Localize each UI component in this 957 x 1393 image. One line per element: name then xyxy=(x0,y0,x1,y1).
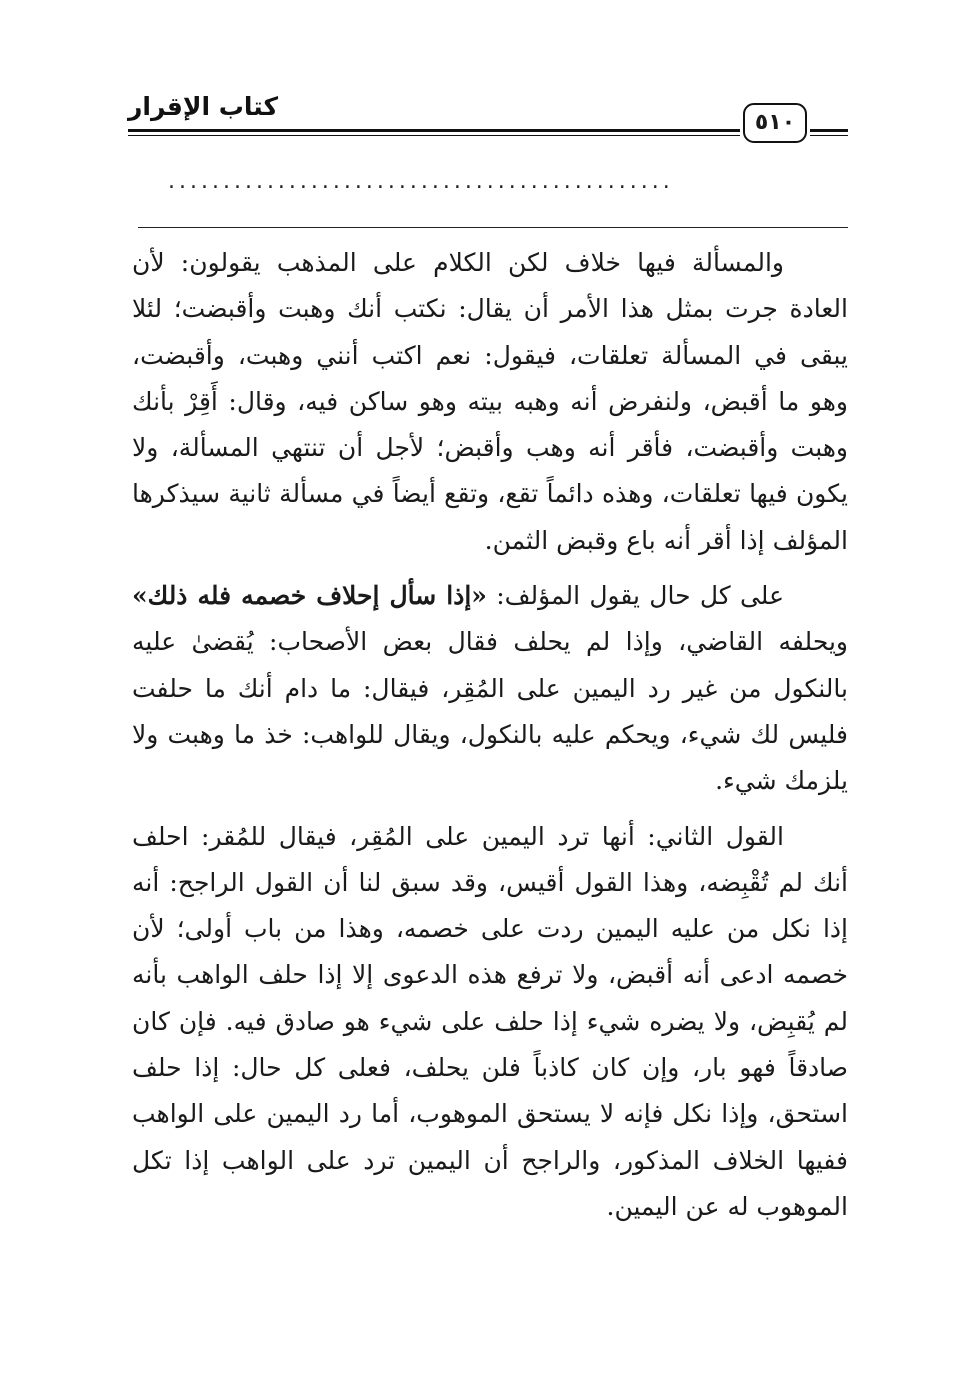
author-quote: «إذا سأل إحلاف خصمه فله ذلك» xyxy=(132,581,487,611)
section-divider xyxy=(138,227,848,228)
header-rule-right-thin xyxy=(810,135,848,136)
paragraph-2-intro: على كل حال يقول المؤلف: xyxy=(486,581,784,611)
paragraph-2-rest: ويحلفه القاضي، وإذا لم يحلف فقال بعض الأصحاب: يُقضىٰ عليه بالنكول من غير رد اليمين على المُقِر، فيقال: ما دام أنك ما حلفت فليس لك شيء، ويحكم عليه بالنكول، ويقال للواهب: خذ ما وهبت ولا يلزمك شيء. xyxy=(132,627,848,796)
body-text xyxy=(132,240,848,1230)
header-rule-thick xyxy=(128,129,740,132)
page-number-badge: ٥١٠ xyxy=(743,103,807,143)
paragraph-2 xyxy=(132,573,848,804)
paragraph-1: والمسألة فيها خلاف لكن الكلام على المذهب يقولون: لأن العادة جرت بمثل هذا الأمر أن يقال: نكتب أنك وهبت وأقبضت؛ لئلا يبقى في المسألة تعلقات، فيقول: نعم اكتب أنني وهبت، وأقبضت، وهو ما أقبض، ولنفرض أنه وهبه بيته وهو ساكن فيه، وقال: أَقِرْ بأنك وهبت وأقبضت، فأقر أنه وهب وأقبض؛ لأجل أن تنتهي المسألة، ولا يكون فيها تعلقات، وهذه دائماً تقع، وتقع أيضاً في مسألة ثانية سيذكرها المؤلف إذا أقر أنه باع وقبض الثمن. xyxy=(132,248,848,555)
paragraph-3: القول الثاني: أنها ترد اليمين على المُقِر، فيقال للمُقر: احلف أنك لم تُقْبِضه، وهذا القول أقيس، وقد سبق لنا أن القول الراجح: أنه إذا نكل من عليه اليمين ردت على خصمه، وهذا من باب أولى؛ لأن خصمه ادعى أنه أقبض، ولا ترفع هذه الدعوى إلا إذا حلف الواهب بأنه لم يُقبِض، ولا يضره شيء إذا حلف على شيء هو صادق فيه. فإن كان صادقاً فهو بار، وإن كان كاذباً فلن يحلف، فعلى كل حال: إذا حلف استحق، وإذا نكل فإنه لا يستحق الموهوب، أما رد اليمين على الواهب ففيها الخلاف المذكور، والراجح أن اليمين ترد على الواهب إذا تكل الموهوب له عن اليمين. xyxy=(132,821,848,1221)
header-rule-thin xyxy=(128,135,740,136)
dotted-separator: .............................................. xyxy=(168,169,674,194)
book-title: كتاب الإقرار xyxy=(128,92,279,121)
header-rule-right-thick xyxy=(810,129,848,132)
